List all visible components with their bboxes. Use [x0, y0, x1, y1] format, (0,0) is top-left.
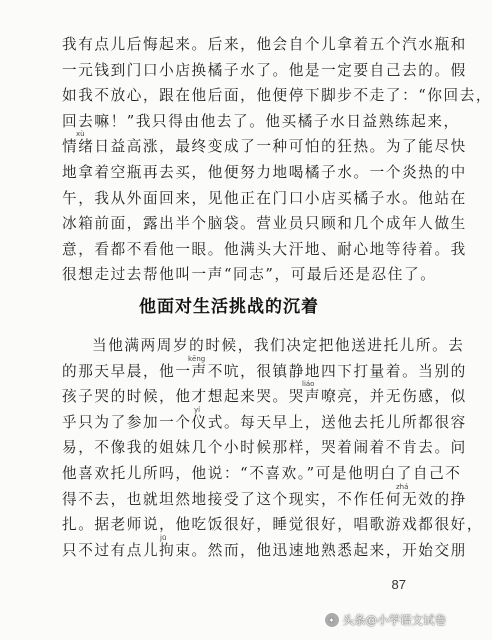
p1-line-2: 一元钱到门口小店换橘子水了。他是一定要自己去的。假	[62, 61, 467, 79]
p1-line-8: 冰箱前面，露出半个脑袋。营业员只顾和几个成年人做生	[62, 215, 467, 233]
p2-line-1: 当他满两周岁的时候，我们决定把他送进托儿所。去	[92, 337, 465, 354]
page-number: 87	[391, 577, 406, 592]
p2-line-2-text: 的那天早晨，他一声不吭，很镇静地四下打量着。当别的	[62, 362, 467, 380]
p2-line-2	[62, 354, 467, 385]
section-heading: 他面对生活挑战的沉着	[139, 297, 319, 317]
p2-line-5: 易，不像我的姐妹几个小时候那样，哭着闹着不肯去。问	[62, 439, 467, 457]
p1-line-1: 我有点儿后悔起来。后来，他会自个儿拿着五个汽水瓶和	[62, 36, 467, 53]
p1-line-7: 午，我从外面回来，见他正在门口小店买橘子水。他站在	[62, 189, 467, 207]
p1-line-10: 很想走过去帮他叫一声“同志”，可最后还是忍住了。	[62, 266, 437, 284]
p1-line-5	[62, 130, 467, 160]
p2-line-4-text: 乎只为了参加一个仪式。每天早上，送他去托儿所都很容	[62, 413, 467, 431]
p2-line-7	[62, 482, 467, 513]
pinyin-yi: yí	[194, 405, 201, 414]
p2-line-9-text: 只不过有点儿拘束。然而，他迅速地熟悉起来，开始交朋	[62, 541, 467, 559]
p2-line-6: 他喜欢托儿所吗，他说：“不喜欢。”可是他明白了自己不	[62, 464, 462, 482]
watermark-text: 头条@小学语文试卷	[342, 613, 446, 627]
p2-line-8: 扎。据老师说，他吃饭很好，睡觉很好，唱歌游戏都很好，	[62, 516, 484, 534]
p2-line-7-text: 得不去，也就坦然地接受了这个现实，不作任何无效的挣	[62, 490, 467, 508]
pinyin-xu: xù	[76, 130, 85, 139]
p2-line-3	[62, 380, 467, 410]
pinyin-zha: zhá	[396, 482, 409, 491]
p1-line-9: 意，看都不看他一眼。他满头大汗地、耐心地等待着。我	[62, 240, 467, 258]
p2-line-4	[62, 405, 467, 436]
p1-line-5-text: 情绪日益高涨，最终变成了一种可怕的狂热。为了能尽快	[62, 138, 467, 156]
text-body	[62, 32, 492, 288]
toutiao-logo-icon: ✦	[324, 612, 340, 628]
p2-line-3-text: 孩子哭的时候，他才想起来哭。哭声嘹亮，并无伤感，似	[62, 388, 467, 406]
watermark	[324, 612, 447, 628]
pinyin-keng: kēng	[188, 354, 206, 363]
p1-line-6: 地拿着空瓶再去买，他便努力地喝橘子水。一个炎热的中	[62, 163, 467, 181]
pinyin-ju: jū	[160, 533, 167, 542]
p1-line-3: 如我不放心，跟在他后面，他便停下脚步不走了：“你回去，	[62, 87, 492, 105]
p2-line-9	[62, 533, 467, 564]
pinyin-liao: liáo	[302, 380, 315, 389]
text-body-2	[62, 333, 484, 563]
p1-line-4: 回去嘛！”我只得由他去了。他买橘子水日益熟练起来，	[62, 112, 460, 130]
